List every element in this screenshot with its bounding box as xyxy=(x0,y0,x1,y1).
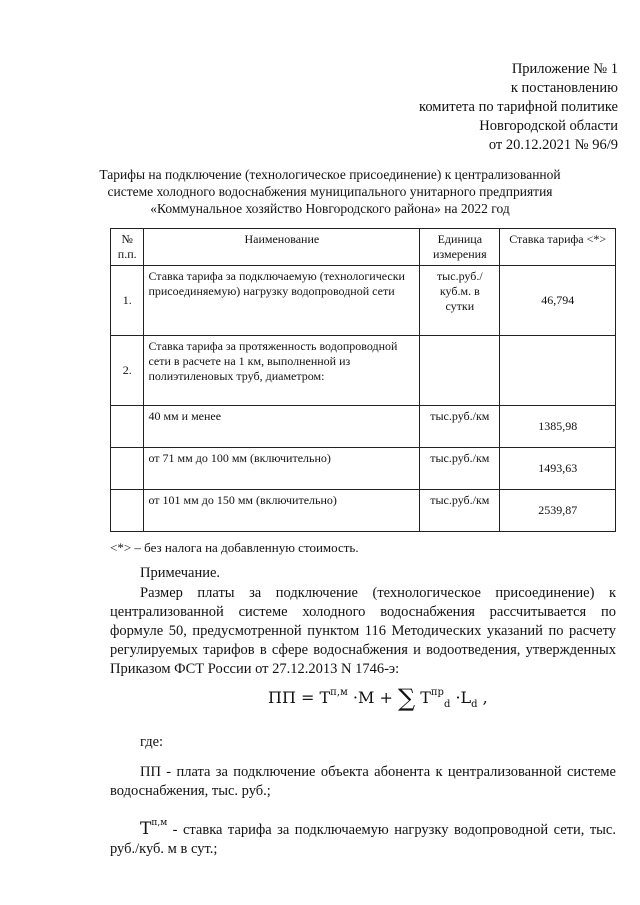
formula-rate-sup: п,м xyxy=(330,687,348,698)
row-unit: тыс.руб./км xyxy=(420,490,500,532)
formula-rate-symbol: Т xyxy=(319,688,331,707)
header-unit: Единица измерения xyxy=(420,229,500,266)
definition-pp xyxy=(110,763,616,801)
formula-comma: , xyxy=(482,688,488,707)
row-rate: 46,794 xyxy=(500,266,616,336)
row-rate: 1385,98 xyxy=(500,406,616,448)
table-header-row xyxy=(111,229,616,266)
row-name: Ставка тарифа за протяженность водопроводной сети в расчете на 1 км, выполненной из полиэтиленовых труб, диаметром: xyxy=(144,336,420,406)
appendix-line: к постановлению xyxy=(510,80,618,96)
formula-length-sub: d xyxy=(471,699,478,710)
vat-footnote: <*> – без налога на добавленную стоимость. xyxy=(110,540,359,555)
definition-text: - плата за подключение объекта абонента к централизованной системе водоснабжения, тыс. руб.; xyxy=(110,764,616,799)
formula-load: ·М xyxy=(352,688,375,707)
definition-symbol: Т xyxy=(140,819,152,839)
table-row xyxy=(111,448,616,490)
formula-length-rate-symbol: Т xyxy=(420,688,431,707)
row-unit xyxy=(420,336,500,406)
appendix-line: Приложение № 1 xyxy=(511,61,618,77)
row-num: 2. xyxy=(111,336,144,406)
row-num xyxy=(111,490,144,532)
formula-plus: + xyxy=(379,688,393,707)
header-name: Наименование xyxy=(144,229,420,266)
row-rate: 1493,63 xyxy=(500,448,616,490)
definition-text: - ставка тарифа за подключаемую нагрузку водопроводной сети, тыс. руб./куб. м в сут.; xyxy=(110,822,616,857)
row-rate: 2539,87 xyxy=(500,490,616,532)
definition-symbol: ПП xyxy=(140,764,161,780)
table-row xyxy=(111,490,616,532)
note-paragraph xyxy=(110,584,616,679)
table-row xyxy=(111,266,616,336)
document-title: Тарифы на подключение (технологическое присоединение) к централизованной системе холодного водоснабжения муниципального унитарного предприятия «Коммунальное хозяйство Новгородского района» на 2022 год xyxy=(99,167,561,216)
definition-symbol-sup: п,м xyxy=(151,818,168,828)
formula-length-rate-sup: пр xyxy=(430,687,444,698)
formula-sum: ∑ xyxy=(397,684,416,712)
note-paragraph-text: Размер платы за подключение (технологическое присоединение) к централизованной системе холодного водоснабжения рассчитывается по формуле 50, предусмотренной пунктом 116 Методических указаний по расчету регулируемых тарифов в сфере водоснабжения и водоотведения, утвержденных Приказом ФСТ России от 27.12.2013 N 1746-э: xyxy=(110,585,616,677)
header-rate: Ставка тарифа <*> xyxy=(500,229,616,266)
header-num: № п.п. xyxy=(111,229,144,266)
formula-length-rate-sub: d xyxy=(443,699,451,710)
formula-length: ·L xyxy=(455,688,472,707)
row-unit: тыс.руб./км xyxy=(420,448,500,490)
table-row xyxy=(111,336,616,406)
row-num xyxy=(111,448,144,490)
row-name: от 101 мм до 150 мм (включительно) xyxy=(144,490,420,532)
row-unit: тыс.руб./куб.м. в сутки xyxy=(420,266,500,336)
formula-equals: = xyxy=(301,688,315,707)
formula-lhs: ПП xyxy=(268,688,296,707)
appendix-line: от 20.12.2021 № 96/9 xyxy=(488,137,618,153)
appendix-line: Новгородской области xyxy=(479,118,618,134)
table-row xyxy=(111,406,616,448)
appendix-header xyxy=(419,60,618,155)
where-label: где: xyxy=(140,734,164,750)
tariff-table xyxy=(110,228,616,532)
definition-rate xyxy=(110,814,616,859)
appendix-line: комитета по тарифной политике xyxy=(419,99,618,115)
row-name: 40 мм и менее xyxy=(144,406,420,448)
row-num xyxy=(111,406,144,448)
row-unit: тыс.руб./км xyxy=(420,406,500,448)
row-rate xyxy=(500,336,616,406)
row-num: 1. xyxy=(111,266,144,336)
note-heading: Примечание. xyxy=(140,565,221,581)
row-name: от 71 мм до 100 мм (включительно) xyxy=(144,448,420,490)
row-name: Ставка тарифа за подключаемую (технологически присоединяемую) нагрузку водопроводной сети xyxy=(144,266,420,336)
payment-formula xyxy=(268,684,488,718)
